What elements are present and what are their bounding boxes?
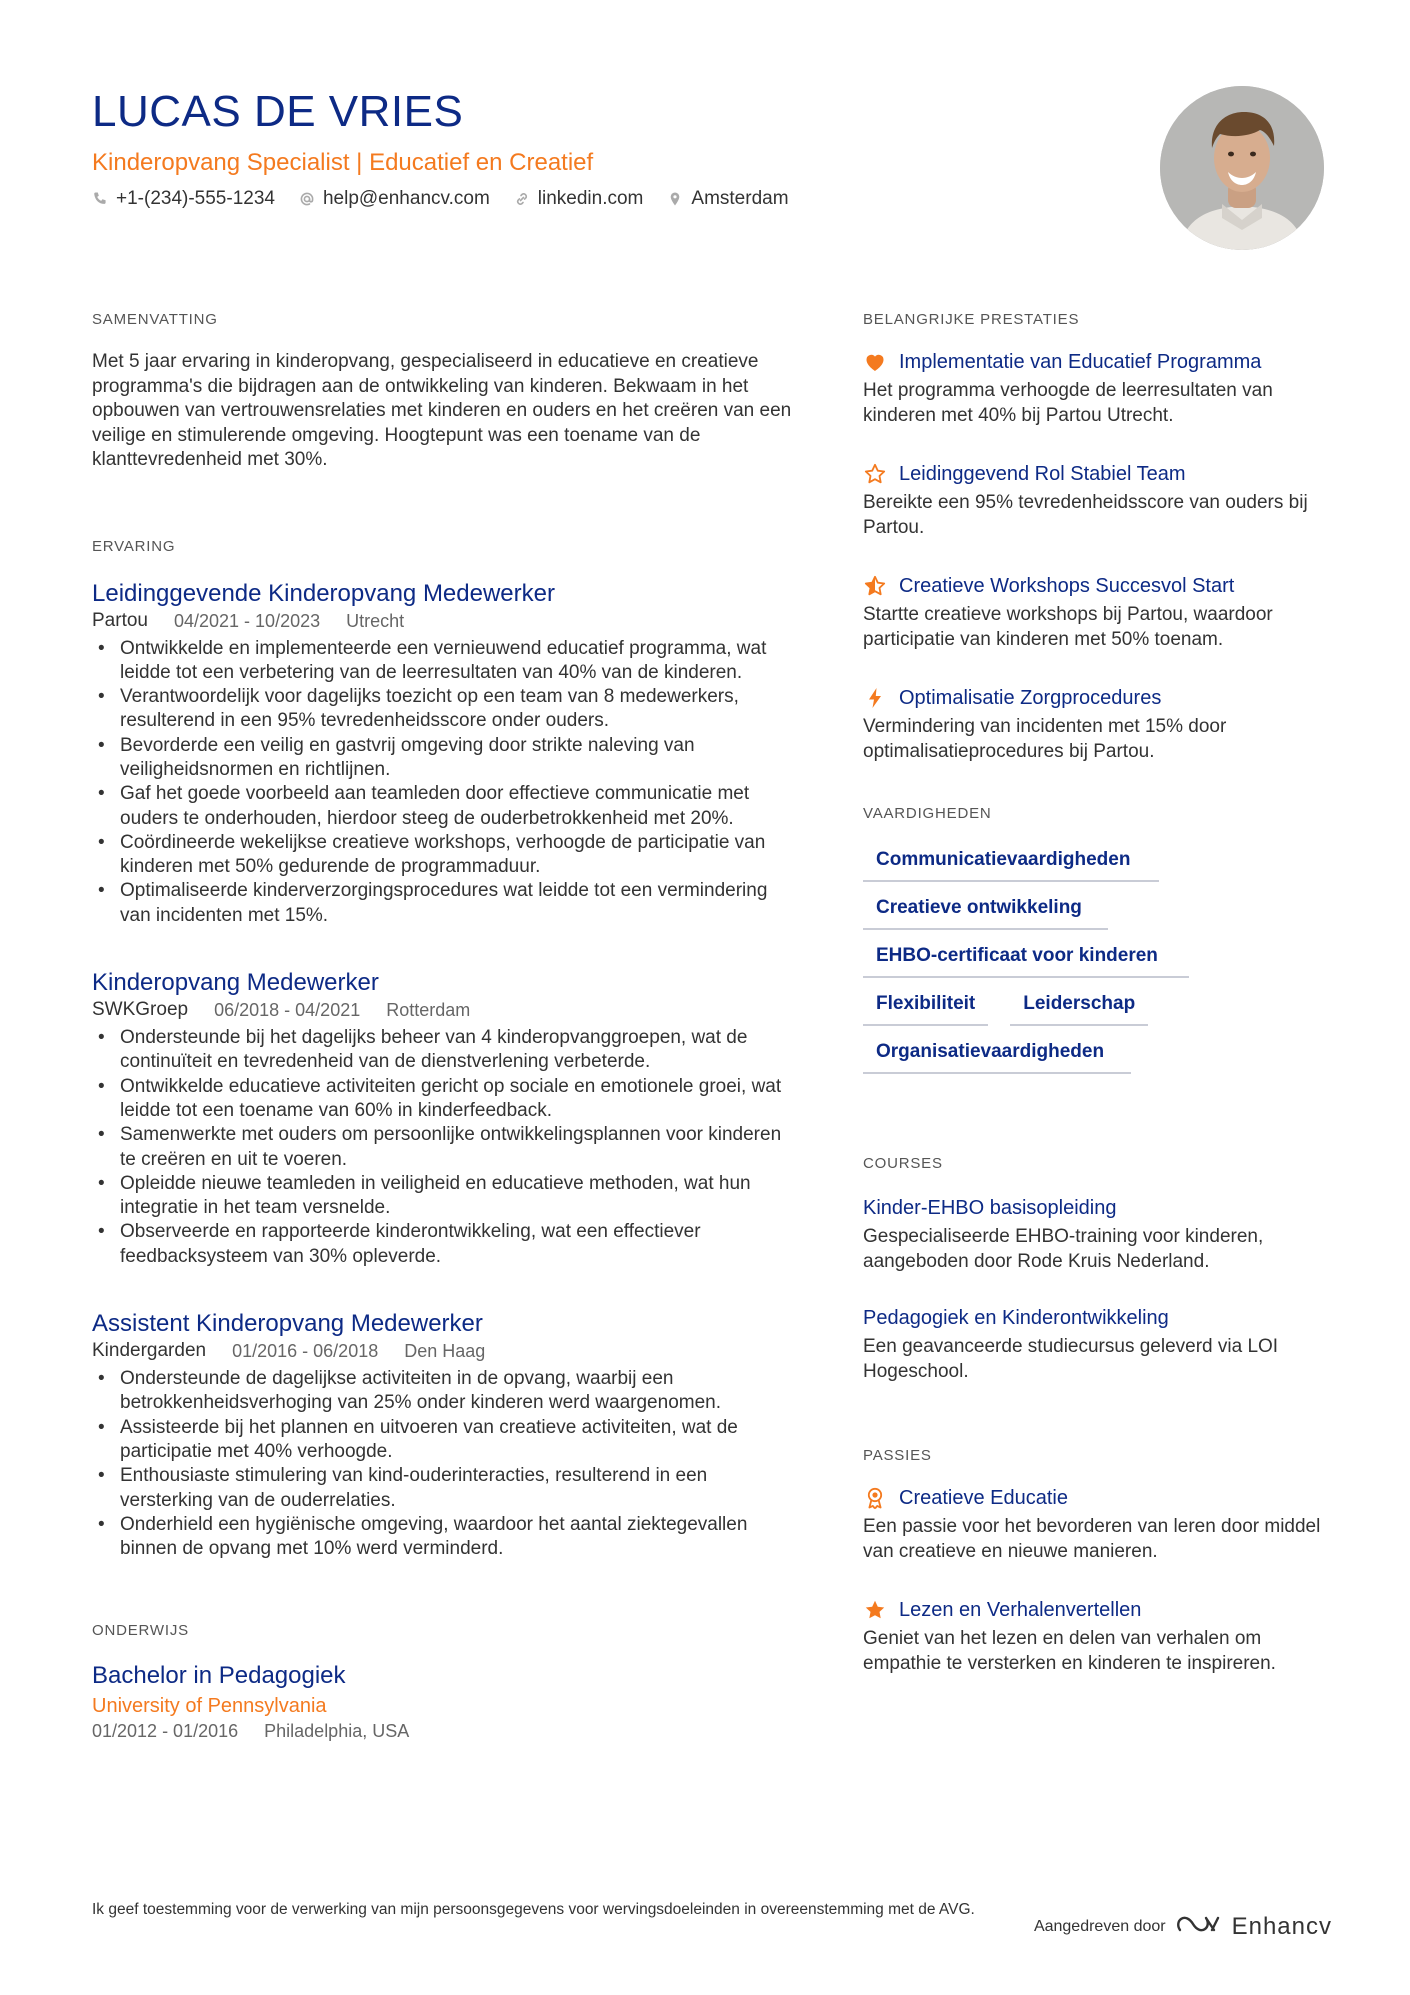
profile-photo	[1160, 86, 1324, 250]
achievement-title: Implementatie van Educatief Programma	[899, 351, 1262, 373]
passions-section-title: PASSIES	[863, 1447, 932, 1464]
course-title: Pedagogiek en Kinderontwikkeling	[863, 1307, 1169, 1329]
resume-header	[92, 86, 1142, 212]
achievement-desc: Startte creatieve workshops bij Partou, waardoor participatie van kinderen met 50% toenam.	[863, 604, 1273, 650]
skill-tag: Flexibiliteit	[863, 992, 988, 1026]
summary-section-title: SAMENVATTING	[92, 311, 218, 328]
enhancv-logo-icon	[1176, 1912, 1222, 1941]
powered-by[interactable]	[1034, 1912, 1332, 1941]
consent-text: Ik geef toestemming voor de verwerking van mijn persoonsgegevens voor wervingsdoeleinden in overeenstemming met de AVG.	[92, 1901, 975, 1918]
job-bullet: • Gaf het goede voorbeeld aan teamleden door effectieve communicatie met ouders te onderhouden, hierdoor steeg de ouderbetrokkenheid met 20%.	[92, 782, 792, 831]
job-dates: 04/2021 - 10/2023	[173, 610, 321, 631]
passion-title: Creatieve Educatie	[899, 1487, 1068, 1509]
job-company: SWKGroep	[92, 999, 189, 1021]
candidate-name: LUCAS DE VRIES	[92, 87, 464, 136]
job-bullet: • Observeerde en rapporteerde kinderontwikkeling, wat een effectiever feedbacksysteem van 30% opleverde.	[92, 1220, 792, 1269]
passion-item	[863, 1484, 1333, 1564]
achievement-desc: Vermindering van incidenten met 15% door optimalisatieprocedures bij Partou.	[863, 716, 1227, 762]
achievement-item	[863, 348, 1333, 428]
education-location: Philadelphia, USA	[264, 1721, 410, 1742]
education-degree: Bachelor in Pedagogiek	[92, 1662, 346, 1690]
job-dates: 01/2016 - 06/2018	[232, 1341, 379, 1362]
passions-list	[863, 1484, 1333, 1676]
course-desc: Gespecialiseerde EHBO-training voor kinderen, aangeboden door Rode Kruis Nederland.	[863, 1226, 1264, 1272]
contact-phone[interactable]	[92, 186, 275, 212]
job-bullet: • Ontwikkelde en implementeerde een vernieuwend educatief programma, wat leidde tot een verbetering van de leerresultaten van 40% van de kinderen.	[92, 637, 792, 686]
job-company: Partou	[92, 609, 148, 631]
skill-tag: Leiderschap	[1010, 992, 1148, 1026]
course-title: Kinder-EHBO basisopleiding	[863, 1197, 1117, 1219]
job-title: Kinderopvang Medewerker	[92, 969, 379, 997]
job-location: Utrecht	[346, 610, 405, 631]
star-half-icon	[863, 574, 887, 598]
job-bullet: • Ondersteunde bij het dagelijks beheer van 4 kinderopvanggroepen, wat de continuïteit en tevredenheid van de dienstverlening verbeterde.	[92, 1026, 792, 1075]
linkedin-text: linkedin.com	[537, 188, 644, 209]
skill-tag: Communicatievaardigheden	[863, 848, 1159, 882]
job-location: Den Haag	[404, 1341, 486, 1362]
experience-list	[92, 579, 792, 1562]
page-footer	[92, 1900, 1332, 1941]
skill-tag: Organisatievaardigheden	[863, 1040, 1131, 1074]
summary-text: Met 5 jaar ervaring in kinderopvang, gespecialiseerd in educatieve en creatieve programma's die bijdragen aan de ontwikkeling van kinderen. Bekwaam in het opbouwen van vertrouwensrelaties met kinderen en ouders en het creëren van een veilige en stimulerende omgeving. Hoogtepunt was een toename van de klanttevredenheid met 30%.	[92, 351, 792, 470]
job-bullet: • Samenwerkte met ouders om persoonlijke ontwikkelingsplannen voor kinderen te creëren en uit te voeren.	[92, 1123, 792, 1172]
skill-tag: EHBO-certificaat voor kinderen	[863, 944, 1189, 978]
experience-entry	[92, 968, 792, 1269]
job-bullet: • Bevorderde een veilig en gastvrij omgeving door strikte naleving van veiligheidsnormen en richtlijnen.	[92, 734, 792, 783]
skills-list	[863, 848, 1283, 1074]
contact-row	[92, 186, 1142, 212]
heart-icon	[863, 350, 887, 374]
job-bullets	[92, 637, 792, 929]
achievement-item	[863, 684, 1333, 764]
achievement-item	[863, 460, 1333, 540]
job-title: Leidinggevende Kinderopvang Medewerker	[92, 579, 555, 607]
phone-icon	[92, 191, 108, 207]
email-text: help@enhancv.com	[322, 188, 490, 209]
job-location: Rotterdam	[386, 1000, 471, 1021]
lightning-icon	[863, 686, 887, 710]
right-column	[863, 310, 1333, 1708]
job-dates: 06/2018 - 04/2021	[214, 1000, 361, 1021]
powered-by-label: Aangedreven door	[1033, 1917, 1166, 1935]
award-ribbon-icon	[863, 1486, 887, 1510]
education-dates: 01/2012 - 01/2016	[92, 1721, 239, 1742]
job-bullets	[92, 1367, 792, 1561]
star-outline-icon	[863, 462, 887, 486]
passion-title: Lezen en Verhalenvertellen	[899, 1599, 1142, 1621]
education-school: University of Pennsylvania	[92, 1695, 327, 1718]
at-icon	[299, 191, 315, 207]
course-item	[863, 1194, 1333, 1274]
link-icon	[514, 191, 530, 207]
passion-desc: Geniet van het lezen en delen van verhalen om empathie te versterken en kinderen te inspireren.	[863, 1628, 1276, 1674]
achievement-title: Optimalisatie Zorgprocedures	[899, 687, 1162, 709]
job-bullets	[92, 1026, 792, 1269]
contact-location	[667, 186, 788, 212]
job-title: Assistent Kinderopvang Medewerker	[92, 1310, 483, 1338]
contact-email[interactable]	[299, 186, 490, 212]
passion-desc: Een passie voor het bevorderen van leren door middel van creatieve en nieuwe manieren.	[863, 1516, 1321, 1562]
achievement-desc: Bereikte een 95% tevredenheidsscore van ouders bij Partou.	[863, 492, 1308, 538]
job-company: Kindergarden	[92, 1340, 207, 1362]
job-bullet: • Verantwoordelijk voor dagelijks toezicht op een team van 8 medewerkers, resulterend in een 95% tevredenheidsscore onder ouders.	[92, 685, 792, 734]
passion-item	[863, 1596, 1333, 1676]
star-filled-icon	[863, 1598, 887, 1622]
job-bullet: • Onderhield een hygiënische omgeving, waardoor het aantal ziektegevallen binnen de opvang met 10% werd verminderd.	[92, 1513, 792, 1562]
location-text: Amsterdam	[691, 188, 789, 209]
achievement-item	[863, 572, 1333, 652]
contact-linkedin[interactable]	[514, 186, 644, 212]
brand-name: Enhancv	[1231, 1912, 1332, 1940]
courses-list	[863, 1194, 1333, 1384]
courses-section-title: COURSES	[863, 1155, 943, 1172]
achievements-list	[863, 348, 1333, 764]
course-item	[863, 1304, 1333, 1384]
job-bullet: • Opleidde nieuwe teamleden in veiligheid en educatieve methoden, wat hun integratie in het team versnelde.	[92, 1172, 792, 1221]
left-column	[92, 310, 792, 1743]
job-bullet: • Ondersteunde de dagelijkse activiteiten in de opvang, waarbij een betrokkenheidsverhoging van 25% onder kinderen werd waargenomen.	[92, 1367, 792, 1416]
education-entry	[92, 1661, 792, 1743]
course-desc: Een geavanceerde studiecursus geleverd via LOI Hogeschool.	[863, 1336, 1279, 1382]
job-meta	[92, 609, 792, 633]
skill-tag: Creatieve ontwikkeling	[863, 896, 1108, 930]
education-section-title: ONDERWIJS	[92, 1622, 189, 1640]
candidate-headline: Kinderopvang Specialist | Educatief en Creatief	[92, 149, 594, 176]
job-meta	[92, 998, 792, 1022]
job-bullet: • Optimaliseerde kinderverzorgingsprocedures wat leidde tot een vermindering van incidenten met 15%.	[92, 879, 792, 928]
phone-text: +1-(234)-555-1234	[116, 188, 275, 209]
achievement-title: Leidinggevend Rol Stabiel Team	[899, 463, 1186, 485]
achievements-section-title: BELANGRIJKE PRESTATIES	[863, 311, 1080, 328]
job-bullet: • Ontwikkelde educatieve activiteiten gericht op sociale en emotionele groei, wat leidde tot een toename van 60% in kinderfeedback.	[92, 1075, 792, 1124]
skills-section-title: VAARDIGHEDEN	[863, 805, 992, 822]
experience-entry	[92, 1309, 792, 1561]
job-bullet: • Assisteerde bij het plannen en uitvoeren van creatieve activiteiten, wat de participatie met 40% verhoogde.	[92, 1416, 792, 1465]
achievement-desc: Het programma verhoogde de leerresultaten van kinderen met 40% bij Partou Utrecht.	[863, 380, 1273, 426]
education-meta	[92, 1719, 792, 1743]
job-bullet: • Enthousiaste stimulering van kind-ouderinteracties, resulterend in een versterking van de ouderrelaties.	[92, 1464, 792, 1513]
job-bullet: • Coördineerde wekelijkse creatieve workshops, verhoogde de participatie van kinderen met 50% gedurende de programmaduur.	[92, 831, 792, 880]
experience-section-title: ERVARING	[92, 537, 176, 555]
location-pin-icon	[667, 191, 683, 207]
job-meta	[92, 1339, 792, 1363]
achievement-title: Creatieve Workshops Succesvol Start	[899, 575, 1235, 597]
experience-entry	[92, 579, 792, 929]
